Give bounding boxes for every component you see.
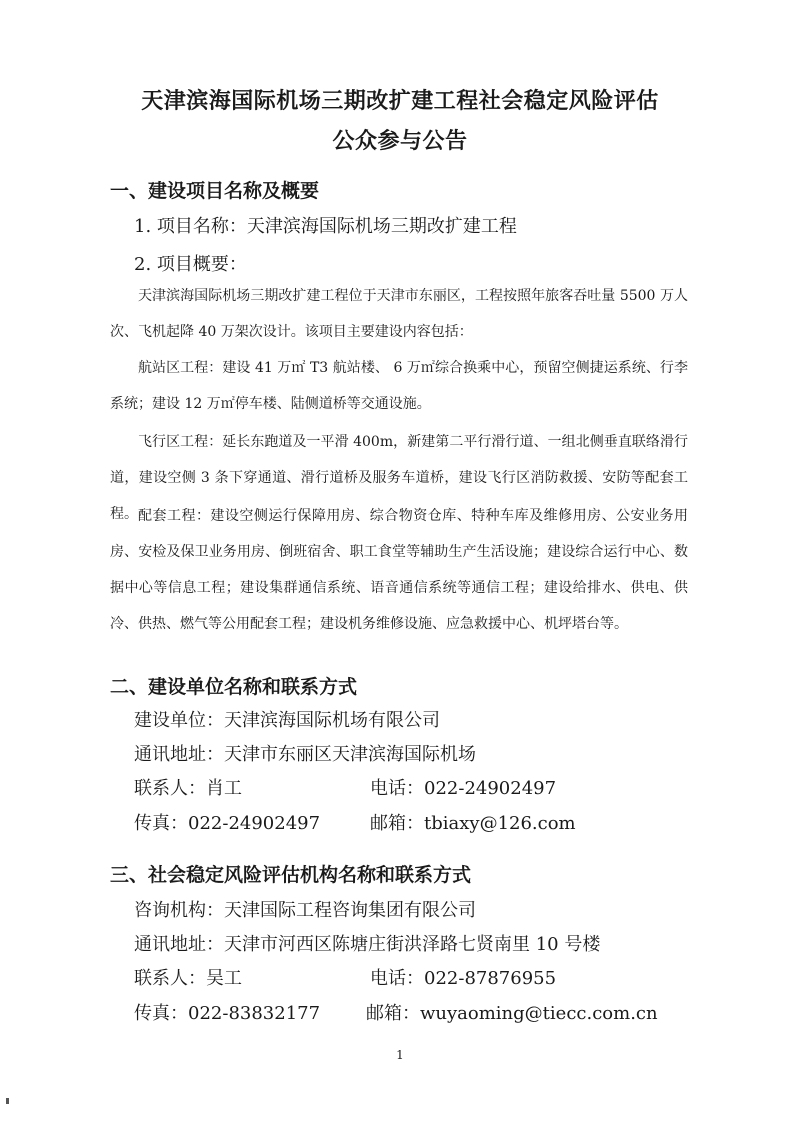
construction-unit-fax: 传真：022-24902497 bbox=[134, 813, 321, 834]
section-2-heading: 二、建设单位名称和联系方式 bbox=[110, 676, 358, 698]
page-number: 1 bbox=[396, 1048, 404, 1062]
document-subtitle: 公众参与公告 bbox=[332, 129, 468, 154]
document-title: 天津滨海国际机场三期改扩建工程社会稳定风险评估 bbox=[141, 89, 659, 114]
project-overview-item: 2. 项目概要： bbox=[134, 254, 247, 275]
consulting-agency-phone: 电话：022-87876955 bbox=[370, 968, 557, 989]
consulting-agency: 咨询机构：天津国际工程咨询集团有限公司 bbox=[134, 900, 476, 921]
consulting-agency-contact: 联系人：吴工 bbox=[134, 968, 242, 989]
airfield-works-paragraph: 飞行区工程：延长东跑道及一平滑 400m，新建第二平行滑行道、一组北侧垂直联络滑行道，建设空侧 3 条下穿通道、滑行道桥及服务车道桥，建设飞行区消防救援、安防等配套工程。 bbox=[110, 434, 688, 522]
consulting-agency-address: 通讯地址：天津市河西区陈塘庄街洪泽路七贤南里 10 号楼 bbox=[134, 934, 601, 955]
project-name-item: 1. 项目名称：天津滨海国际机场三期改扩建工程 bbox=[134, 216, 517, 237]
construction-unit-email: 邮箱：tbiaxy@126.com bbox=[370, 813, 576, 834]
consulting-agency-email: 邮箱：wuyaoming@tiecc.com.cn bbox=[366, 1003, 658, 1024]
scan-mark bbox=[6, 1098, 9, 1104]
construction-unit-phone: 电话：022-24902497 bbox=[370, 778, 557, 799]
section-1-heading: 一、建设项目名称及概要 bbox=[110, 180, 320, 202]
consulting-agency-fax: 传真：022-83832177 bbox=[134, 1003, 321, 1024]
construction-unit-contact: 联系人：肖工 bbox=[134, 778, 242, 799]
terminal-works-paragraph: 航站区工程：建设 41 万㎡ T3 航站楼、 6 万㎡综合换乘中心，预留空侧捷运系统、行李系统；建设 12 万㎡停车楼、陆侧道桥等交通设施。 bbox=[110, 360, 688, 412]
construction-unit-address: 通讯地址：天津市东丽区天津滨海国际机场 bbox=[134, 744, 476, 765]
project-intro-paragraph: 天津滨海国际机场三期改扩建工程位于天津市东丽区，工程按照年旅客吞吐量 5500 万人次、飞机起降 40 万架次设计。该项目主要建设内容包括： bbox=[110, 288, 688, 340]
support-works-paragraph: 配套工程：建设空侧运行保障用房、综合物资仓库、特种车库及维修用房、公安业务用房、安检及保卫业务用房、倒班宿舍、职工食堂等辅助生产生活设施；建设综合运行中心、数据中心等信息工程；建设集群通信系统、语音通信系统等通信工程；建设给排水、供电、供冷、供热、燃气等公用配套工程；建设机务维修设施、应急救援中心、机坪塔台等。 bbox=[110, 508, 688, 632]
section-3-heading: 三、社会稳定风险评估机构名称和联系方式 bbox=[110, 864, 472, 886]
construction-unit: 建设单位：天津滨海国际机场有限公司 bbox=[134, 710, 440, 731]
